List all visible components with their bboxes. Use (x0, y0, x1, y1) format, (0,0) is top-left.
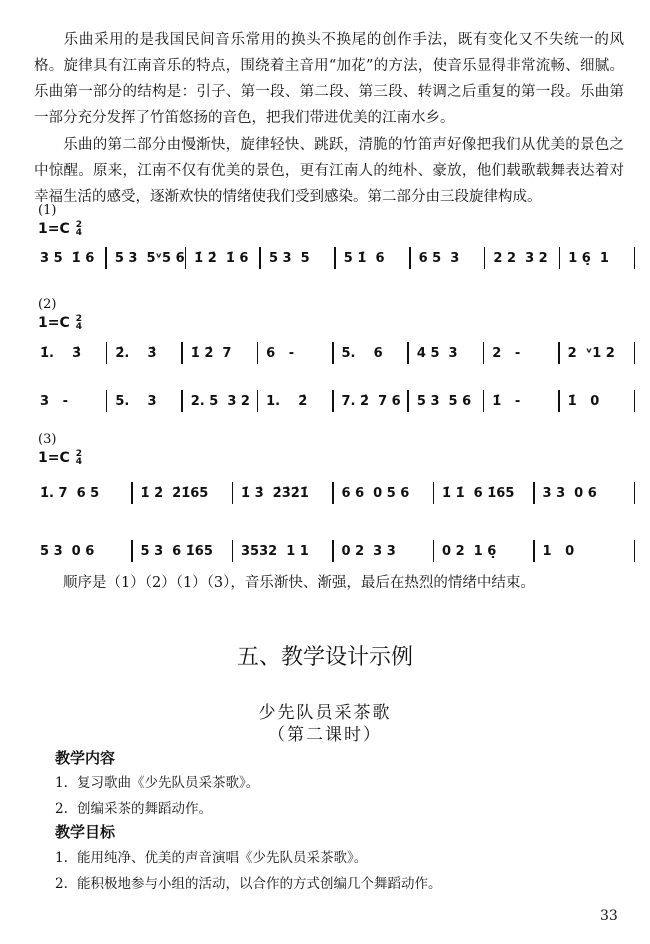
measure: 1̇ - (492, 393, 521, 409)
measure: 2. 5 3 2 (190, 393, 250, 409)
barline (634, 482, 636, 504)
measure: 1̇ 2̇ 2̇1̇65 (140, 485, 209, 501)
goals-heading: 教学目标 (55, 823, 116, 841)
measure: 1̇. 3̇ (40, 345, 82, 361)
goal-item-2 (55, 872, 442, 892)
item-number: 1. (55, 775, 68, 791)
measure: 2 2 3 2 (493, 250, 548, 266)
measure: 3 - (40, 393, 69, 409)
measure: 5 1̇ 6 (343, 250, 385, 266)
barline (634, 540, 636, 562)
content-item-1 (55, 771, 259, 791)
measure: 5 3 5 6 (416, 393, 472, 409)
measure: 1̇ 3̇ 2̇3̇2̇1̇ (241, 485, 309, 501)
measure: 2 ᵛ1 2 (567, 345, 615, 361)
measure: 1̇ 1̇ 6 1̇65 (442, 485, 515, 501)
paragraph-1 (34, 27, 624, 131)
key-text: 1=C (38, 315, 70, 331)
measure: 3 3 0 6 (542, 485, 597, 501)
score-label: (2) (38, 297, 57, 312)
item-text: 能积极地参与小组的活动，以合作的方式创编几个舞蹈动作。 (77, 876, 442, 892)
measure: 5. 6 (341, 345, 383, 361)
measure: 5. 3 (115, 393, 157, 409)
time-signature (76, 450, 82, 466)
measure: 2̇. 3̇ (115, 345, 157, 361)
time-denominator: 4 (75, 322, 83, 332)
song-title: 少先队员采茶歌 (258, 703, 392, 723)
measure: 6 5 3 (418, 250, 460, 266)
key-text: 1=C (38, 450, 70, 466)
measure: 1̇. 7 6 5 (40, 485, 100, 501)
score-row (32, 538, 635, 564)
score-row (32, 340, 635, 366)
key-signature (38, 315, 82, 331)
measure: 3532 1 1 (241, 543, 309, 559)
item-number: 2. (55, 876, 68, 892)
measure: 1 0 (542, 543, 575, 559)
key-text: 1=C (38, 221, 70, 237)
measure: 6 6 0 5 6 (341, 485, 410, 501)
time-numerator: 2 (75, 449, 83, 459)
order-text: 顺序是（1）（2）（1）（3），音乐渐快、渐强，最后在热烈的情绪中结束。 (63, 575, 535, 591)
measure: 5 3 0 6 (40, 543, 95, 559)
measure: 1 6̣ 1 (568, 250, 609, 266)
paragraph-text: 乐曲的第二部分由慢渐快，旋律轻快、跳跃，清脆的竹笛声好像把我们从优美的景色之中惊醒。原来，江南不仅有优美的景色，更有江南人的纯朴、豪放，他们载歌载舞表达着对幸福生活的感受，逐渐欢快的情绪使我们受到感染。第二部分由三段旋律构成。 (34, 137, 624, 205)
measure: 2 - (492, 345, 521, 361)
score-row (32, 245, 635, 271)
score-label: (3) (38, 432, 57, 447)
measure: 1̇ 2̇ 7 (190, 345, 232, 361)
measure: 3 5 1̇ 6 (40, 250, 95, 266)
lesson-label: （第二课时） (268, 725, 382, 745)
time-numerator: 2 (75, 314, 83, 324)
key-signature (38, 450, 82, 466)
measure: 7. 2̇ 7 6 (341, 393, 401, 409)
item-text: 复习歌曲《少先队员采茶歌》。 (77, 775, 260, 791)
measure: 0 2 1 6̣ (442, 543, 497, 559)
score-row (32, 388, 635, 414)
barline (634, 342, 636, 364)
item-number: 1. (55, 850, 68, 866)
score-row (32, 480, 635, 506)
content-heading: 教学内容 (55, 749, 116, 767)
score-label: (1) (38, 203, 57, 218)
measure: 5 3 5ᵛ5 6 (114, 250, 185, 266)
time-denominator: 4 (75, 457, 83, 467)
measure: 1. 2̇ (266, 393, 308, 409)
time-denominator: 4 (75, 228, 83, 238)
key-signature (38, 221, 82, 237)
barline (634, 247, 636, 269)
content-item-2 (55, 797, 212, 817)
measure: 6 - (266, 345, 295, 361)
page-number: 33 (600, 908, 618, 924)
time-signature (76, 221, 82, 237)
measure: 1̇ 0 (567, 393, 600, 409)
barline (634, 390, 636, 412)
measure: 1̇ 2̇ 1̇ 6 (194, 250, 249, 266)
paragraph-text: 乐曲采用的是我国民间音乐常用的换头不换尾的创作手法，既有变化又不失统一的风格。旋律具有江南音乐的特点，围绕着主音用“加花”的方法，使音乐显得非常流畅、细腻。乐曲第一部分的结构是：引子、第一段、第二段、第三段、转调之后重复的第一段。乐曲第一部分充分发挥了竹笛悠扬的音色，把我们带进优美的江南水乡。 (34, 32, 624, 126)
section-heading: 五、教学设计示例 (236, 645, 413, 670)
measure: 5 3 6 1̇65 (140, 543, 213, 559)
measure: 4 5 3 (416, 345, 458, 361)
measure: 5 3 5 (268, 250, 310, 266)
item-number: 2. (55, 801, 68, 817)
measure: 0 2 3 3 (341, 543, 396, 559)
time-signature (76, 315, 82, 331)
item-text: 能用纯净、优美的声音演唱《少先队员采茶歌》。 (77, 850, 368, 866)
time-numerator: 2 (75, 220, 83, 230)
item-text: 创编采茶的舞蹈动作。 (77, 801, 212, 817)
paragraph-2 (34, 132, 624, 210)
goal-item-1 (55, 846, 367, 866)
